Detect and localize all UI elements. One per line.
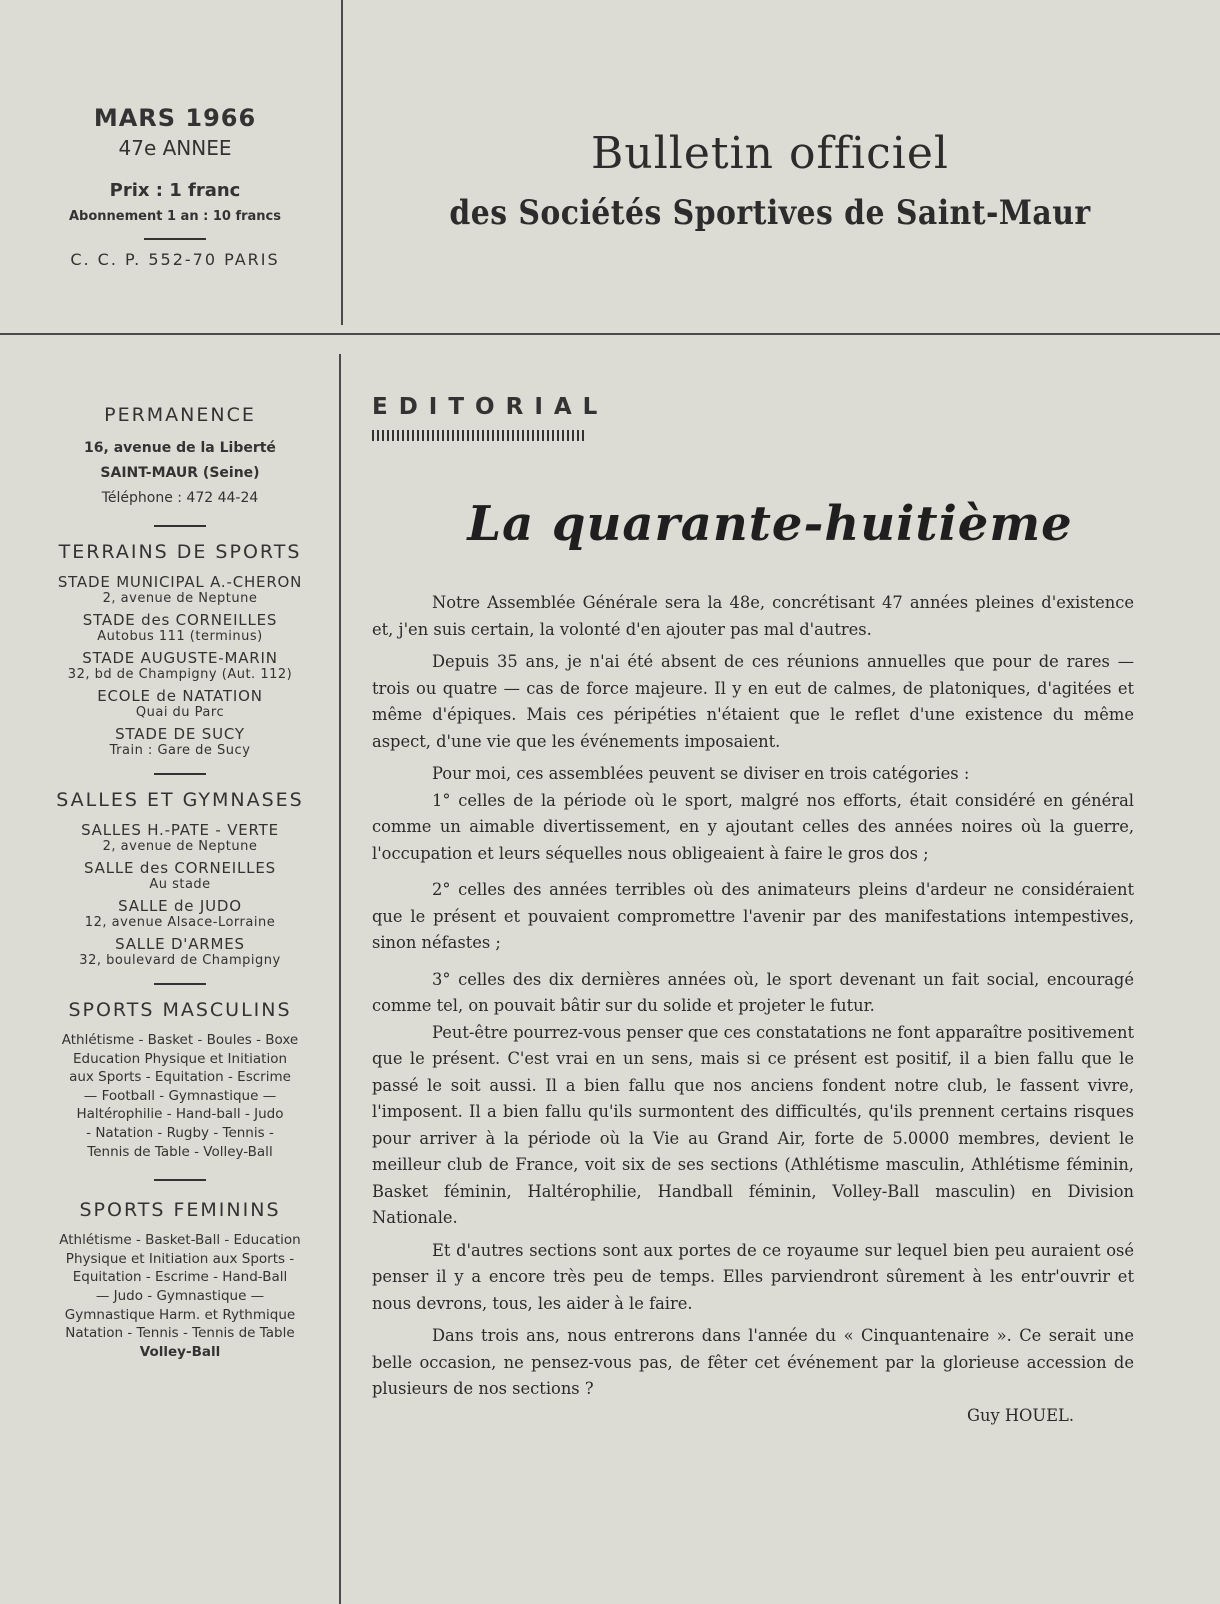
- sport-line: - Natation - Rugby - Tennis -: [86, 1124, 274, 1141]
- masculins-list: [30, 1031, 330, 1161]
- masthead-rule: [144, 238, 206, 240]
- sport-line: Equitation - Escrime - Hand-Ball: [72, 1269, 288, 1286]
- editorial-signature: Guy HOUEL.: [966, 1405, 1074, 1425]
- title-sub: des Sociétés Sportives de Saint-Maur: [449, 193, 1091, 233]
- article-paragraph: Dans trois ans, nous entrerons dans l'année du « Cinquantenaire ». Ce serait une belle occasion, ne pensez-vous pas, de fêter cet événement par la glorieuse accession de plusieurs de nos sections ?: [372, 1326, 1134, 1398]
- sidebar-rule: [154, 773, 206, 775]
- sport-line: Athlétisme - Basket-Ball - Education: [59, 1232, 301, 1249]
- editorial-headline: La quarante-huitième: [467, 496, 1073, 552]
- header-divider-horizontal: [0, 333, 1220, 335]
- article-paragraph: Et d'autres sections sont aux portes de ce royaume sur lequel bien peu auraient osé penser il y a encore très peu de temps. Elles parviendront sûrement à les entr'ouvrir et nous devrons, tous, les aider à le faire.: [372, 1240, 1134, 1313]
- permanence-phone: Téléphone : 472 44-24: [101, 490, 259, 506]
- place-name: SALLE de JUDO: [118, 897, 242, 915]
- header-divider-vertical: [341, 0, 343, 325]
- place-address: 32, bd de Champigny (Aut. 112): [67, 667, 293, 682]
- sport-line: Athlétisme - Basket - Boules - Boxe: [61, 1032, 299, 1048]
- place-address: 2, avenue de Neptune: [102, 591, 258, 606]
- place-address: Au stade: [149, 877, 211, 892]
- place-name: SALLES H.-PATE - VERTE: [81, 821, 279, 839]
- terrains-heading: TERRAINS DE SPORTS: [58, 541, 302, 563]
- feminins-heading: SPORTS FEMININS: [79, 1199, 281, 1222]
- article-paragraph: 1° celles de la période où le sport, malgré nos efforts, était considéré en général comme un aimable divertissement, en y ajoutant celles des années noires où la guerre, l'occupation et leurs séquelles nous obligeaient à faire le gros dos ;: [372, 790, 1134, 863]
- editorial-body: [372, 590, 1134, 1435]
- permanence-city: SAINT-MAUR (Seine): [100, 465, 260, 481]
- sport-line: Physique et Initiation aux Sports -: [65, 1250, 295, 1267]
- sidebar-rule: [154, 525, 206, 527]
- issue-date: MARS 1966: [93, 104, 257, 132]
- article-paragraph: 2° celles des années terribles où des animateurs pleins d'ardeur ne considéraient que le présent et pouvaient compromettre l'avenir par des manifestations intempestives, sinon néfastes ;: [372, 880, 1134, 952]
- feminins-list: [30, 1231, 330, 1361]
- place-address: Quai du Parc: [135, 705, 225, 720]
- place-address: Train : Gare de Sucy: [109, 743, 251, 758]
- sport-line: Tennis de Table - Volley-Ball: [87, 1143, 273, 1160]
- column-divider: [339, 354, 341, 1604]
- sport-line: Education Physique et Initiation: [72, 1050, 288, 1067]
- place-address: Autobus 111 (terminus): [97, 629, 263, 644]
- article-paragraph: Pour moi, ces assemblées peuvent se diviser en trois catégories :: [432, 764, 970, 783]
- masthead-info: [30, 104, 320, 269]
- editorial-underline: [372, 430, 584, 441]
- subscription-price: Abonnement 1 an : 10 francs: [69, 209, 281, 224]
- sidebar: [30, 404, 330, 1361]
- sport-line: — Football - Gymnastique —: [83, 1087, 277, 1104]
- sport-line: Haltérophilie - Hand-ball - Judo: [76, 1106, 284, 1123]
- place-name: STADE des CORNEILLES: [82, 611, 278, 629]
- sport-line: Gymnastique Harm. et Rythmique: [64, 1306, 296, 1323]
- place-address: 32, boulevard de Champigny: [79, 953, 281, 968]
- title-main: Bulletin officiel: [591, 128, 949, 179]
- sport-line: — Judo - Gymnastique —: [95, 1287, 265, 1304]
- article-paragraph: Peut-être pourrez-vous penser que ces constatations ne font apparaître positivement que le présent. C'est vrai en un sens, mais si ce présent est positif, il a bien fallu que le passé le soit aussi. Il a bien fallu que nos anciens fondent notre club, le fassent vivre, l'imposent. Il a bien fallu qu'ils surmontent des difficultés, qu'ils prennent certains risques pour arriver à la période où la Vie au Grand Air, forte de 5.0000 membres, devient le meilleur club de France, voit six de ses sections (Athlétisme masculin, Athlétisme féminin, Basket féminin, Haltérophilie, Handball féminin, Volley-Ball masculin) en Division Nationale.: [372, 1022, 1134, 1227]
- ccp-number: C. C. P. 552-70 PARIS: [70, 250, 280, 269]
- sport-line: Natation - Tennis - Tennis de Table: [65, 1325, 295, 1342]
- terrains-list: [30, 573, 330, 759]
- sport-line: aux Sports - Equitation - Escrime: [69, 1069, 291, 1086]
- permanence-address: 16, avenue de la Liberté: [84, 440, 276, 456]
- salles-heading: SALLES ET GYMNASES: [56, 789, 304, 811]
- article-paragraph: Notre Assemblée Générale sera la 48e, concrétisant 47 années pleines d'existence et, j'en suis certain, la volonté d'en ajouter pas mal d'autres.: [372, 593, 1134, 639]
- masculins-heading: SPORTS MASCULINS: [68, 999, 292, 1021]
- place-name: STADE DE SUCY: [115, 725, 245, 743]
- sport-line: Volley-Ball: [139, 1343, 221, 1360]
- article-paragraph: 3° celles des dix dernières années où, le sport devenant un fait social, encouragé comme tel, on pouvait bâtir sur du solide et projeter le futur.: [372, 969, 1134, 1015]
- bulletin-title: [345, 128, 1195, 233]
- place-name: SALLE des CORNEILLES: [84, 859, 276, 877]
- place-name: ECOLE de NATATION: [97, 687, 263, 705]
- article-paragraph: Depuis 35 ans, je n'ai été absent de ces réunions annuelles que pour de rares — trois ou quatre — cas de force majeure. Il y en eut de calmes, de platoniques, d'agitées et même d'épiques. Mais ces péripéties n'étaient que le reflet d'une existence du même aspect, d'une vie que les événements imposaient.: [372, 652, 1134, 751]
- issue-price: Prix : 1 franc: [109, 180, 241, 201]
- place-name: SALLE D'ARMES: [115, 935, 245, 953]
- salles-list: [30, 821, 330, 969]
- place-address: 2, avenue de Neptune: [102, 839, 258, 854]
- permanence-heading: PERMANENCE: [104, 404, 256, 426]
- place-name: STADE MUNICIPAL A.-CHERON: [57, 573, 303, 591]
- place-address: 12, avenue Alsace-Lorraine: [84, 915, 276, 930]
- sidebar-rule: [154, 1179, 206, 1181]
- editorial-label: EDITORIAL: [372, 394, 609, 420]
- sidebar-rule: [154, 983, 206, 985]
- issue-year: 47e ANNEE: [118, 136, 232, 160]
- place-name: STADE AUGUSTE-MARIN: [82, 649, 278, 667]
